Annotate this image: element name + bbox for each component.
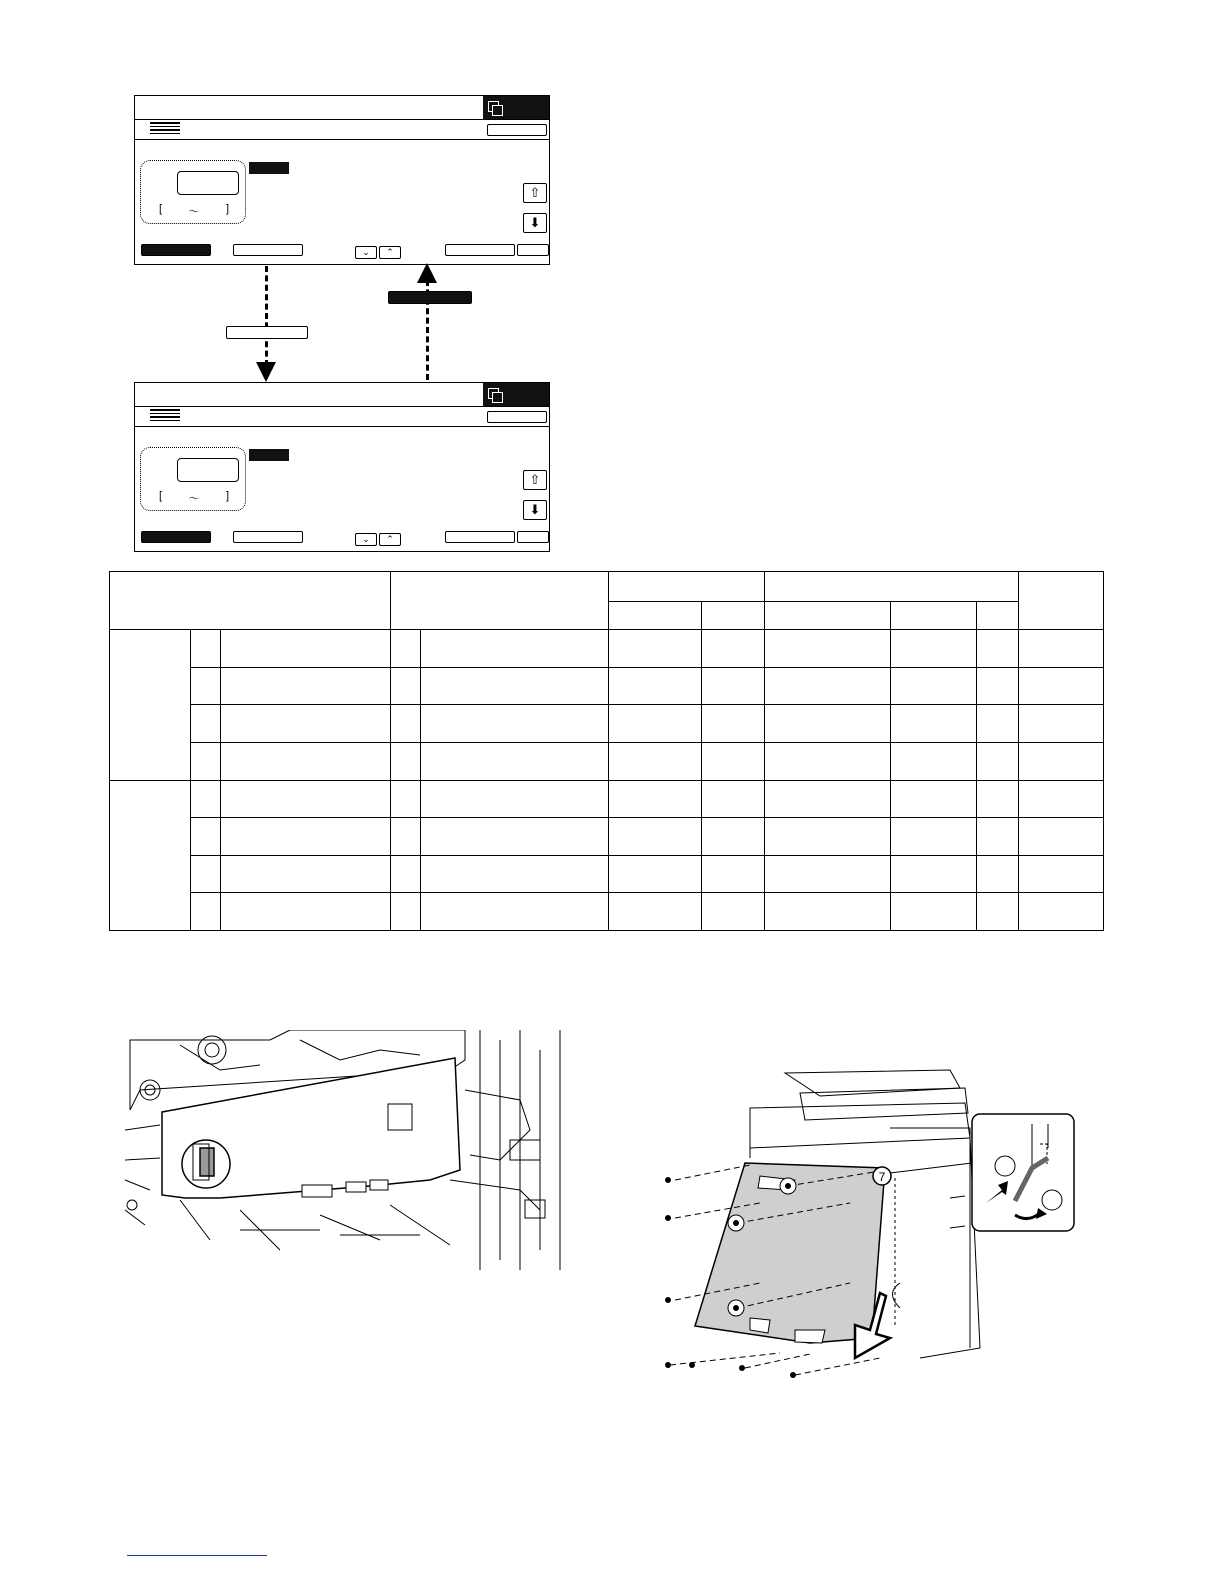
- back-button-label: [388, 291, 472, 304]
- screen-upper: [134, 95, 550, 265]
- table-row: [110, 855, 1104, 893]
- screen-lower: [134, 382, 550, 552]
- copy-mode-badge: [483, 96, 549, 119]
- top-right-button[interactable]: [487, 124, 547, 136]
- item-tag: [249, 449, 289, 461]
- menu-icon: [150, 120, 180, 136]
- spec-table: [109, 571, 1104, 931]
- header-group-cell: [765, 572, 1019, 602]
- header-sub-cell: [977, 602, 1019, 630]
- value-range: [ ～ ]: [159, 490, 229, 505]
- next-button-label: [226, 326, 308, 339]
- header-sub-cell: [765, 602, 891, 630]
- top-right-button[interactable]: [487, 411, 547, 423]
- table-row: [110, 630, 1104, 668]
- ok-button[interactable]: [517, 531, 549, 543]
- transition-down-line: [265, 266, 268, 366]
- header-cell: [391, 572, 609, 630]
- title-bar-divider: [135, 119, 549, 120]
- ok-button[interactable]: [517, 244, 549, 256]
- title-bar-divider: [135, 406, 549, 407]
- header-cell: [1019, 572, 1104, 630]
- subtitle-divider: [135, 139, 549, 140]
- arrow-up-icon: [417, 263, 437, 285]
- table-row: [110, 705, 1104, 743]
- header-group-cell: [609, 572, 765, 602]
- scroll-up-icon[interactable]: ⌃: [379, 246, 401, 259]
- subtitle-divider: [135, 426, 549, 427]
- table-row: [110, 780, 1104, 818]
- table-row: [110, 667, 1104, 705]
- up-arrow-button[interactable]: ⇧: [523, 470, 547, 490]
- value-group: [140, 447, 246, 511]
- scroll-up-icon[interactable]: ⌃: [379, 533, 401, 546]
- selected-button[interactable]: [141, 244, 211, 256]
- header-sub-cell: [891, 602, 977, 630]
- item-tag: [249, 162, 289, 174]
- scroll-down-icon[interactable]: ⌄: [355, 533, 377, 546]
- execute-button[interactable]: [445, 531, 515, 543]
- secondary-button[interactable]: [233, 531, 303, 543]
- execute-button[interactable]: [445, 244, 515, 256]
- group-cell: [110, 780, 191, 931]
- value-input[interactable]: [177, 458, 239, 482]
- rear-cover-illustration: [650, 1068, 1080, 1388]
- board-figure: [120, 1030, 565, 1270]
- header-sub-cell: [702, 602, 765, 630]
- footer-link-rule: [127, 1555, 267, 1556]
- control-board-illustration: [120, 1030, 565, 1270]
- header-cell: [110, 572, 391, 630]
- down-arrow-button[interactable]: ⬇: [523, 500, 547, 520]
- value-input[interactable]: [177, 171, 239, 195]
- menu-icon: [150, 407, 180, 423]
- arrow-down-icon: [256, 360, 276, 382]
- value-group: [140, 160, 246, 224]
- selected-button[interactable]: [141, 531, 211, 543]
- value-range: [ ～ ]: [159, 203, 229, 218]
- copy-mode-badge: [483, 383, 549, 406]
- table-row: [110, 742, 1104, 780]
- callout-number: 7: [878, 1170, 886, 1184]
- scroll-down-icon[interactable]: ⌄: [355, 246, 377, 259]
- secondary-button[interactable]: [233, 244, 303, 256]
- table-row: [110, 818, 1104, 856]
- group-cell: [110, 630, 191, 781]
- table-row: [110, 893, 1104, 931]
- header-sub-cell: [609, 602, 702, 630]
- cover-figure: [650, 1068, 1080, 1388]
- down-arrow-button[interactable]: ⬇: [523, 213, 547, 233]
- up-arrow-button[interactable]: ⇧: [523, 183, 547, 203]
